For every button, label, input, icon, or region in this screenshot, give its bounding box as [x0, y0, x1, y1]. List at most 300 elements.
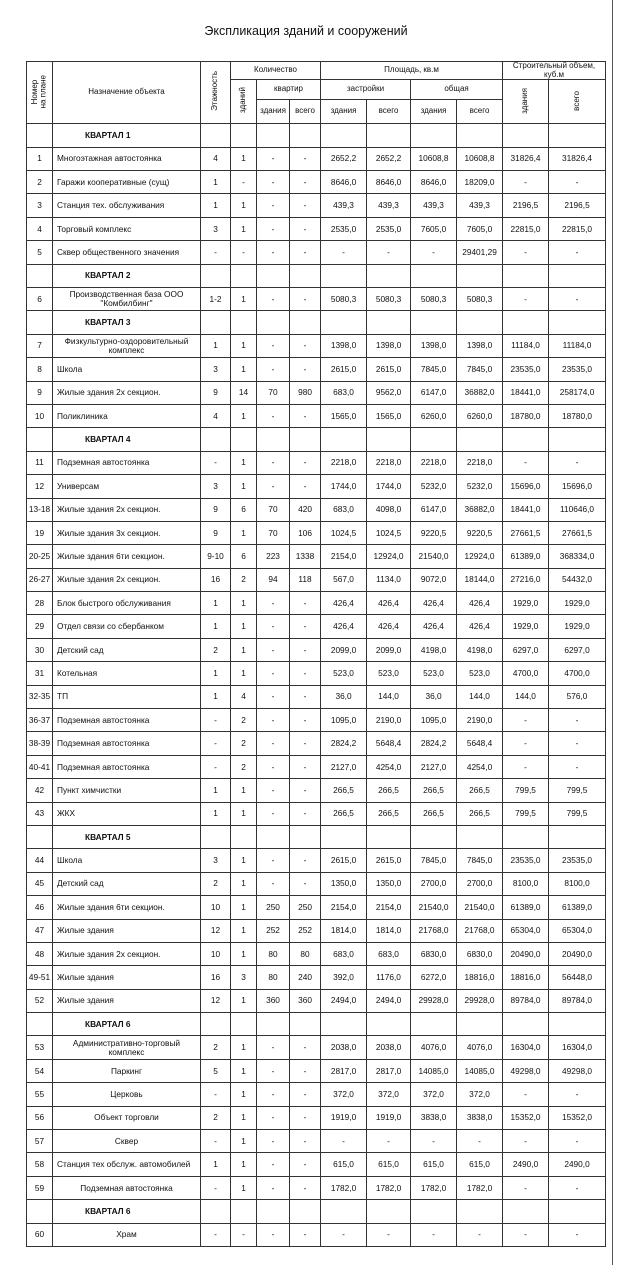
cell-floors: 1: [201, 779, 231, 802]
cell-area-building: 7845,0: [411, 849, 457, 872]
table-row: [27, 358, 606, 381]
cell-area-total: 2700,0: [457, 872, 503, 895]
cell-purpose: Подземная автостоянка: [53, 451, 201, 474]
cell-purpose: Производственная база ООО "Комбилбинг": [53, 287, 201, 310]
table-row: [27, 241, 606, 264]
cell-volume-building: 23535,0: [503, 849, 549, 872]
cell-area-total: 21540,0: [457, 896, 503, 919]
cell-num: 52: [27, 989, 53, 1012]
cell-apt-total: -: [290, 171, 321, 194]
cell-built-total: 2099,0: [367, 638, 411, 661]
cell-area-building: 7605,0: [411, 217, 457, 240]
cell-volume-total: [549, 825, 606, 848]
cell-volume-building: -: [503, 1083, 549, 1106]
header-area: Площадь, кв.м: [321, 62, 503, 80]
cell-apt-building: -: [257, 287, 290, 310]
cell-num: [27, 264, 53, 287]
cell-num: 32-35: [27, 685, 53, 708]
cell-built-total: 523,0: [367, 662, 411, 685]
cell-built-building: 426,4: [321, 592, 367, 615]
cell-built-building: 439,3: [321, 194, 367, 217]
cell-built-building: 1398,0: [321, 334, 367, 357]
cell-area-building: [411, 311, 457, 334]
cell-area-total: 18144,0: [457, 568, 503, 591]
cell-apt-total: 252: [290, 919, 321, 942]
table-row: [27, 989, 606, 1012]
cell-volume-total: 31826,4: [549, 147, 606, 170]
cell-apt-total: 250: [290, 896, 321, 919]
table-row: [27, 802, 606, 825]
cell-area-building: 615,0: [411, 1153, 457, 1176]
cell-built-building: -: [321, 1223, 367, 1246]
cell-built-total: 426,4: [367, 615, 411, 638]
cell-floors: 12: [201, 919, 231, 942]
table-row: [27, 638, 606, 661]
cell-volume-total: 1929,0: [549, 615, 606, 638]
cell-purpose: Детский сад: [53, 872, 201, 895]
cell-floors: 12: [201, 989, 231, 1012]
cell-built-building: [321, 825, 367, 848]
cell-apt-building: -: [257, 1036, 290, 1059]
cell-area-building: 29928,0: [411, 989, 457, 1012]
cell-volume-building: [503, 124, 549, 147]
document-title: Экспликация зданий и сооружений: [204, 24, 408, 38]
cell-volume-building: -: [503, 241, 549, 264]
cell-volume-total: 110646,0: [549, 498, 606, 521]
cell-num: 28: [27, 592, 53, 615]
cell-apt-total: -: [290, 358, 321, 381]
cell-volume-building: 18441,0: [503, 498, 549, 521]
cell-purpose: Сквер: [53, 1130, 201, 1153]
table-row: [27, 872, 606, 895]
cell-purpose: Подземная автостоянка: [53, 755, 201, 778]
cell-volume-total: -: [549, 1223, 606, 1246]
cell-built-total: 8646,0: [367, 171, 411, 194]
cell-built-building: 2218,0: [321, 451, 367, 474]
cell-num: 13-18: [27, 498, 53, 521]
cell-area-total: 523,0: [457, 662, 503, 685]
cell-buildings: 1: [231, 521, 257, 544]
cell-volume-total: 16304,0: [549, 1036, 606, 1059]
cell-apt-building: -: [257, 592, 290, 615]
cell-buildings: 1: [231, 404, 257, 427]
cell-purpose: Жилые здания 2х секцион.: [53, 942, 201, 965]
cell-apt-building: [257, 124, 290, 147]
cell-volume-building: [503, 311, 549, 334]
cell-volume-total: [549, 124, 606, 147]
cell-volume-building: 144,0: [503, 685, 549, 708]
cell-volume-building: 49298,0: [503, 1059, 549, 1082]
quarter-row: [27, 124, 606, 147]
cell-area-building: 9220,5: [411, 521, 457, 544]
cell-apt-total: [290, 428, 321, 451]
cell-built-building: [321, 1200, 367, 1223]
cell-area-building: -: [411, 1223, 457, 1246]
cell-floors: [201, 311, 231, 334]
cell-area-building: [411, 1013, 457, 1036]
header-volume-building: здания: [503, 80, 549, 124]
cell-volume-total: 799,5: [549, 779, 606, 802]
cell-volume-building: 16304,0: [503, 1036, 549, 1059]
cell-volume-total: [549, 1200, 606, 1223]
cell-built-building: 426,4: [321, 615, 367, 638]
cell-apt-total: -: [290, 1036, 321, 1059]
cell-built-building: 1782,0: [321, 1176, 367, 1199]
cell-num: 4: [27, 217, 53, 240]
cell-floors: 5: [201, 1059, 231, 1082]
cell-purpose: Жилые здания 6ти секцион.: [53, 896, 201, 919]
cell-area-building: 21540,0: [411, 896, 457, 919]
cell-buildings: 1: [231, 989, 257, 1012]
cell-floors: -: [201, 709, 231, 732]
cell-apt-building: 360: [257, 989, 290, 1012]
quarter-row: [27, 311, 606, 334]
cell-buildings: 1: [231, 638, 257, 661]
cell-apt-total: -: [290, 1083, 321, 1106]
cell-buildings: 2: [231, 709, 257, 732]
cell-apt-building: 252: [257, 919, 290, 942]
cell-built-building: 8646,0: [321, 171, 367, 194]
cell-built-total: 2154,0: [367, 896, 411, 919]
cell-volume-building: 18441,0: [503, 381, 549, 404]
cell-volume-building: 2196,5: [503, 194, 549, 217]
cell-volume-total: 61389,0: [549, 896, 606, 919]
cell-volume-total: 18780,0: [549, 404, 606, 427]
cell-built-total: 1024,5: [367, 521, 411, 544]
table-row: [27, 451, 606, 474]
cell-built-building: 36,0: [321, 685, 367, 708]
cell-num: 7: [27, 334, 53, 357]
cell-area-total: 372,0: [457, 1083, 503, 1106]
cell-purpose: Жилые здания 6ти секцион.: [53, 545, 201, 568]
cell-num: 19: [27, 521, 53, 544]
table-row: [27, 1153, 606, 1176]
cell-built-total: 5648,4: [367, 732, 411, 755]
table-row: [27, 568, 606, 591]
cell-num: 48: [27, 942, 53, 965]
cell-area-total: 36882,0: [457, 498, 503, 521]
cell-buildings: [231, 1013, 257, 1036]
cell-apt-total: -: [290, 1059, 321, 1082]
cell-built-building: 1919,0: [321, 1106, 367, 1129]
cell-apt-building: -: [257, 615, 290, 638]
cell-floors: 1: [201, 171, 231, 194]
cell-purpose: Жилые здания 2х секцион.: [53, 568, 201, 591]
cell-area-total: 14085,0: [457, 1059, 503, 1082]
cell-built-total: 1134,0: [367, 568, 411, 591]
cell-built-building: 266,5: [321, 779, 367, 802]
header-total-total: всего: [457, 100, 503, 124]
page-edge-line: [612, 0, 613, 1265]
cell-apt-total: -: [290, 1130, 321, 1153]
cell-apt-total: -: [290, 802, 321, 825]
cell-purpose: Жилые здания: [53, 989, 201, 1012]
cell-apt-total: [290, 825, 321, 848]
cell-apt-total: [290, 1013, 321, 1036]
cell-built-total: 266,5: [367, 802, 411, 825]
cell-area-building: 439,3: [411, 194, 457, 217]
cell-built-building: 2824,2: [321, 732, 367, 755]
cell-volume-building: 799,5: [503, 802, 549, 825]
cell-floors: 2: [201, 872, 231, 895]
cell-apt-building: -: [257, 334, 290, 357]
cell-purpose: Храм: [53, 1223, 201, 1246]
cell-apt-building: -: [257, 755, 290, 778]
cell-built-total: 615,0: [367, 1153, 411, 1176]
cell-area-total: 12924,0: [457, 545, 503, 568]
cell-buildings: [231, 825, 257, 848]
cell-area-building: [411, 825, 457, 848]
cell-volume-total: [549, 311, 606, 334]
cell-purpose: Сквер общественного значения: [53, 241, 201, 264]
table-row: [27, 194, 606, 217]
cell-buildings: 1: [231, 592, 257, 615]
cell-num: [27, 825, 53, 848]
cell-apt-total: 240: [290, 966, 321, 989]
cell-area-building: 426,4: [411, 615, 457, 638]
cell-num: 42: [27, 779, 53, 802]
cell-volume-building: 799,5: [503, 779, 549, 802]
cell-built-total: 2218,0: [367, 451, 411, 474]
cell-buildings: 1: [231, 1153, 257, 1176]
cell-volume-total: 1929,0: [549, 592, 606, 615]
cell-buildings: 1: [231, 662, 257, 685]
quarter-row: [27, 428, 606, 451]
cell-volume-building: 27216,0: [503, 568, 549, 591]
cell-num: 58: [27, 1153, 53, 1176]
cell-num: 36-37: [27, 709, 53, 732]
cell-apt-building: [257, 1013, 290, 1036]
cell-built-building: 683,0: [321, 942, 367, 965]
cell-built-total: [367, 311, 411, 334]
cell-floors: 1: [201, 802, 231, 825]
cell-built-total: 1744,0: [367, 475, 411, 498]
cell-built-building: 1814,0: [321, 919, 367, 942]
cell-area-total: 266,5: [457, 779, 503, 802]
cell-built-building: 266,5: [321, 802, 367, 825]
cell-area-building: 14085,0: [411, 1059, 457, 1082]
cell-purpose: Котельная: [53, 662, 201, 685]
cell-buildings: -: [231, 241, 257, 264]
cell-volume-building: 6297,0: [503, 638, 549, 661]
cell-volume-total: 799,5: [549, 802, 606, 825]
cell-built-building: [321, 311, 367, 334]
cell-area-building: 6272,0: [411, 966, 457, 989]
cell-purpose: Школа: [53, 849, 201, 872]
cell-floors: 9-10: [201, 545, 231, 568]
cell-volume-total: 6297,0: [549, 638, 606, 661]
cell-built-total: 2494,0: [367, 989, 411, 1012]
cell-area-building: 9072,0: [411, 568, 457, 591]
cell-purpose: Универсам: [53, 475, 201, 498]
cell-apt-building: -: [257, 1059, 290, 1082]
cell-floors: 3: [201, 475, 231, 498]
quarter-label: КВАРТАЛ 6: [53, 1013, 201, 1036]
cell-volume-total: [549, 1013, 606, 1036]
cell-apt-total: 980: [290, 381, 321, 404]
cell-built-building: 2127,0: [321, 755, 367, 778]
cell-num: [27, 124, 53, 147]
cell-area-building: 1398,0: [411, 334, 457, 357]
cell-area-building: 8646,0: [411, 171, 457, 194]
cell-num: 44: [27, 849, 53, 872]
cell-area-building: 1095,0: [411, 709, 457, 732]
cell-apt-building: -: [257, 451, 290, 474]
cell-area-total: 7845,0: [457, 849, 503, 872]
header-apt-building: здания: [257, 100, 290, 124]
cell-volume-building: -: [503, 1130, 549, 1153]
cell-area-total: [457, 124, 503, 147]
cell-apt-total: [290, 1200, 321, 1223]
cell-apt-total: -: [290, 217, 321, 240]
cell-num: 55: [27, 1083, 53, 1106]
cell-floors: 4: [201, 404, 231, 427]
cell-area-building: 7845,0: [411, 358, 457, 381]
header-built-total: всего: [367, 100, 411, 124]
cell-built-building: 2817,0: [321, 1059, 367, 1082]
cell-built-total: [367, 264, 411, 287]
cell-built-building: 1024,5: [321, 521, 367, 544]
cell-built-total: [367, 428, 411, 451]
cell-buildings: 1: [231, 1059, 257, 1082]
cell-num: 57: [27, 1130, 53, 1153]
cell-built-building: 2038,0: [321, 1036, 367, 1059]
header-quantity: Количество: [231, 62, 321, 80]
cell-built-building: 683,0: [321, 381, 367, 404]
table-row: [27, 966, 606, 989]
cell-floors: 1: [201, 615, 231, 638]
table-row: [27, 919, 606, 942]
cell-apt-total: -: [290, 779, 321, 802]
cell-apt-building: -: [257, 1223, 290, 1246]
cell-volume-building: 27661,5: [503, 521, 549, 544]
cell-volume-total: [549, 264, 606, 287]
cell-built-total: -: [367, 241, 411, 264]
cell-buildings: 1: [231, 287, 257, 310]
cell-built-building: 5080,3: [321, 287, 367, 310]
cell-num: 38-39: [27, 732, 53, 755]
cell-volume-building: 23535,0: [503, 358, 549, 381]
cell-floors: -: [201, 451, 231, 474]
cell-apt-total: -: [290, 475, 321, 498]
cell-floors: 4: [201, 147, 231, 170]
cell-volume-total: 89784,0: [549, 989, 606, 1012]
cell-num: 2: [27, 171, 53, 194]
cell-floors: 1: [201, 592, 231, 615]
cell-floors: 10: [201, 896, 231, 919]
cell-volume-total: 23535,0: [549, 849, 606, 872]
cell-buildings: 1: [231, 451, 257, 474]
cell-built-building: 2615,0: [321, 849, 367, 872]
cell-volume-building: 20490,0: [503, 942, 549, 965]
table-row: [27, 1083, 606, 1106]
table-row: [27, 849, 606, 872]
quarter-row: [27, 1200, 606, 1223]
cell-floors: 16: [201, 568, 231, 591]
cell-num: 59: [27, 1176, 53, 1199]
cell-num: 49-51: [27, 966, 53, 989]
cell-purpose: Паркинг: [53, 1059, 201, 1082]
cell-built-total: 439,3: [367, 194, 411, 217]
cell-area-total: [457, 311, 503, 334]
table-row: [27, 381, 606, 404]
cell-apt-building: -: [257, 241, 290, 264]
header-volume-total: всего: [549, 80, 606, 124]
cell-apt-building: -: [257, 171, 290, 194]
cell-apt-building: -: [257, 849, 290, 872]
cell-volume-building: [503, 825, 549, 848]
cell-volume-total: -: [549, 451, 606, 474]
cell-built-building: 615,0: [321, 1153, 367, 1176]
table-row: [27, 404, 606, 427]
cell-area-total: 426,4: [457, 592, 503, 615]
cell-volume-total: -: [549, 287, 606, 310]
cell-purpose: Церковь: [53, 1083, 201, 1106]
cell-buildings: [231, 124, 257, 147]
table-row: [27, 217, 606, 240]
cell-buildings: 1: [231, 919, 257, 942]
cell-apt-building: -: [257, 1106, 290, 1129]
cell-volume-building: 61389,0: [503, 545, 549, 568]
cell-apt-building: 70: [257, 381, 290, 404]
table-row: [27, 896, 606, 919]
cell-apt-building: -: [257, 638, 290, 661]
cell-volume-building: -: [503, 732, 549, 755]
cell-buildings: [231, 1200, 257, 1223]
cell-built-total: 1565,0: [367, 404, 411, 427]
cell-volume-building: -: [503, 1223, 549, 1246]
cell-apt-building: -: [257, 779, 290, 802]
cell-buildings: 1: [231, 358, 257, 381]
cell-volume-total: 54432,0: [549, 568, 606, 591]
table-row: [27, 592, 606, 615]
cell-num: 20-25: [27, 545, 53, 568]
cell-area-total: 10608,8: [457, 147, 503, 170]
cell-area-total: 266,5: [457, 802, 503, 825]
cell-floors: 3: [201, 849, 231, 872]
cell-area-total: [457, 1013, 503, 1036]
cell-area-building: 266,5: [411, 802, 457, 825]
cell-area-total: 4254,0: [457, 755, 503, 778]
cell-apt-building: [257, 825, 290, 848]
cell-apt-total: -: [290, 1223, 321, 1246]
cell-purpose: Многоэтажная автостоянка: [53, 147, 201, 170]
cell-num: 56: [27, 1106, 53, 1129]
cell-area-building: 10608,8: [411, 147, 457, 170]
cell-area-total: 6260,0: [457, 404, 503, 427]
cell-apt-building: -: [257, 147, 290, 170]
cell-volume-building: [503, 428, 549, 451]
cell-area-total: [457, 264, 503, 287]
cell-built-building: 2154,0: [321, 896, 367, 919]
cell-area-building: 4198,0: [411, 638, 457, 661]
cell-apt-building: 70: [257, 498, 290, 521]
cell-volume-building: 8100,0: [503, 872, 549, 895]
cell-buildings: 1: [231, 615, 257, 638]
header-total-area: общая: [411, 80, 503, 100]
cell-built-building: [321, 264, 367, 287]
cell-built-building: 2154,0: [321, 545, 367, 568]
cell-area-total: 2190,0: [457, 709, 503, 732]
cell-apt-building: -: [257, 475, 290, 498]
cell-num: 43: [27, 802, 53, 825]
cell-area-building: 372,0: [411, 1083, 457, 1106]
cell-apt-total: -: [290, 662, 321, 685]
cell-area-building: [411, 1200, 457, 1223]
cell-built-total: -: [367, 1130, 411, 1153]
cell-apt-total: -: [290, 147, 321, 170]
cell-buildings: [231, 428, 257, 451]
